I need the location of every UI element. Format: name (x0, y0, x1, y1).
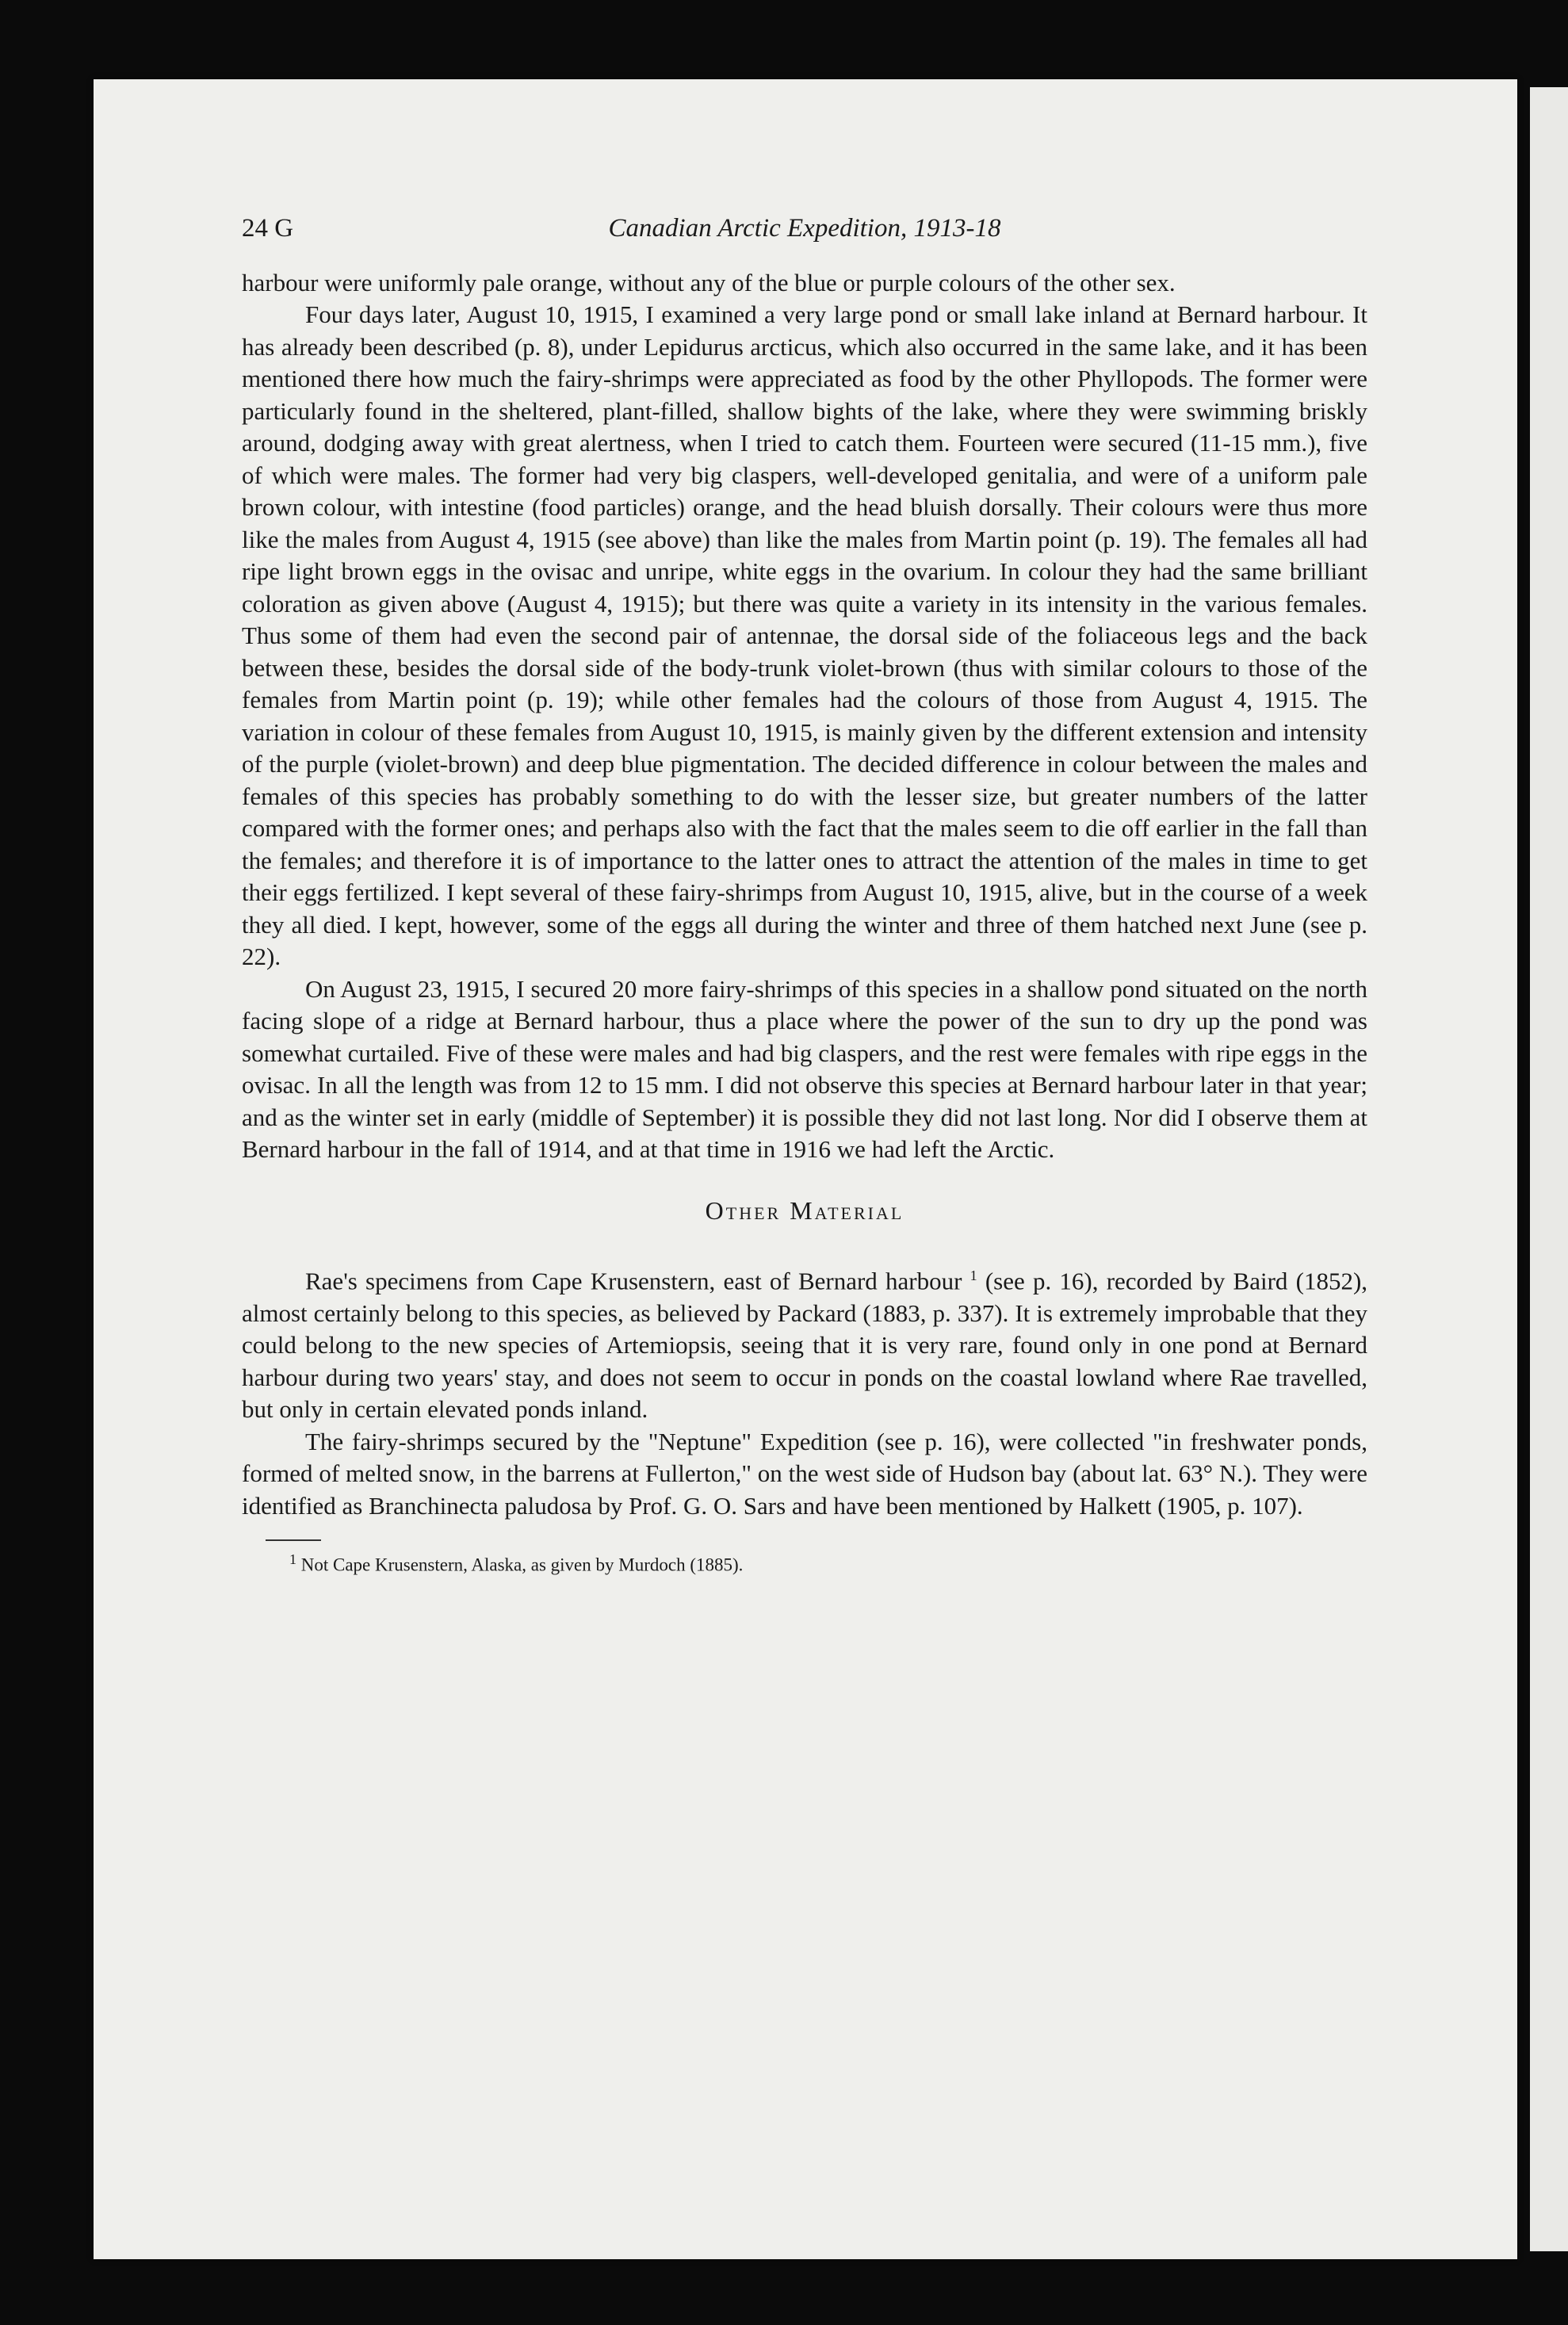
paragraph: The fairy-shrimps secured by the "Neptune" Expedition (see p. 16), were collected "in freshwater ponds, formed of melted snow, in the barrens at Fullerton," on the west side of Hudson bay (about lat. 63° N.). They were identified as Branchinecta paludosa by Prof. G. O. Sars and have been mentioned by Halkett (1905, p. 107). (242, 1427, 1367, 1520)
paragraph: Four days later, August 10, 1915, I examined a very large pond or small lake inland at Bernard harbour. It has already been described (p. 8), under Lepidurus arcticus, which also occurred in the same lake, and it has been mentioned there how much the fairy-shrimps were appreciated as food by the other Phyllopods. The former were particularly found in the sheltered, plant-filled, shallow bights of the lake, where they were swimming briskly around, dodging away with great alertness, when I tried to catch them. Fourteen were secured (11-15 mm.), five of which were males. The former had very big claspers, well-developed genitalia, and were of a uniform pale brown colour, with intestine (food particles) orange, and the head bluish dorsally. Their colours were thus more like the males from August 4, 1915 (see above) than like the males from Martin point (p. 19). The females all had ripe light brown eggs in the ovisac and unripe, white eggs in the ovarium. In colour they had the same brilliant coloration as given above (August 4, 1915); but there was quite a variety in its intensity in the various females. Thus some of them had even the second pair of antennae, the dorsal side of the foliaceous legs and the back between these, besides the dorsal side of the body-trunk violet-brown (thus with similar colours to those of the females from Martin point (p. 19); while other females had the colours of those from August 4, 1915. The variation in colour of these females from August 10, 1915, is mainly given by the different extension and intensity of the purple (violet-brown) and deep blue pigmentation. The decided difference in colour between the males and females of this species has probably something to do with the lesser size, but greater numbers of the latter compared with the former ones; and perhaps also with the fact that the males seem to die off earlier in the fall than the females; and therefore it is of importance to the latter ones to attract the attention of the males in time to get their eggs fertilized. I kept several of these fairy-shrimps from August 10, 1915, alive, but in the course of a week they all died. I kept, however, some of the eggs all during the winter and three of them hatched next June (see p. 22). (242, 300, 1367, 970)
adjacent-page-edge (1530, 87, 1568, 2251)
page-header (242, 212, 1367, 245)
footnote-text: Not Cape Krusenstern, Alaska, as given by Murdoch (1885). (300, 1554, 744, 1575)
page-content (242, 212, 1367, 1577)
paragraph-text: (see p. 16), recorded by Baird (1852), almost certainly belong to this species, as believed by Packard (1883, p. 337). It is extremely improbable that they could belong to the new species of Artemiopsis, seeing that it is very rare, found only in one pond at Bernard harbour during two years' stay, and does not seem to occur in ponds on the coastal lowland where Rae travelled, but only in certain elevated ponds inland. (242, 1267, 1368, 1424)
footnote-rule (266, 1539, 321, 1541)
paragraph: On August 23, 1915, I secured 20 more fairy-shrimps of this species in a shallow pond situated on the north facing slope of a ridge at Bernard harbour, thus a place where the power of the sun to dry up the pond was somewhat curtailed. Five of these were males and had big claspers, and the rest were females with ripe eggs in the ovisac. In all the length was from 12 to 15 mm. I did not observe this species at Bernard harbour later in that year; and as the winter set in early (middle of September) it is possible they did not last long. Nor did I observe them at Bernard harbour in the fall of 1914, and at that time in 1916 we had left the Arctic. (242, 974, 1367, 1163)
paragraph-text: Rae's specimens from Cape Krusenstern, east of Bernard harbour (305, 1267, 962, 1295)
footnote (242, 1547, 1367, 1577)
footnote-ref: 1 (969, 1268, 977, 1283)
page-number: 24 G (242, 214, 294, 243)
section-heading: Other Material (705, 1195, 904, 1225)
running-title: Canadian Arctic Expedition, 1913-18 (608, 214, 1001, 243)
footnote-marker: 1 (289, 1551, 296, 1568)
paragraph: harbour were uniformly pale orange, without any of the blue or purple colours of the other sex. (242, 268, 1176, 296)
paragraph (242, 1260, 1367, 1426)
